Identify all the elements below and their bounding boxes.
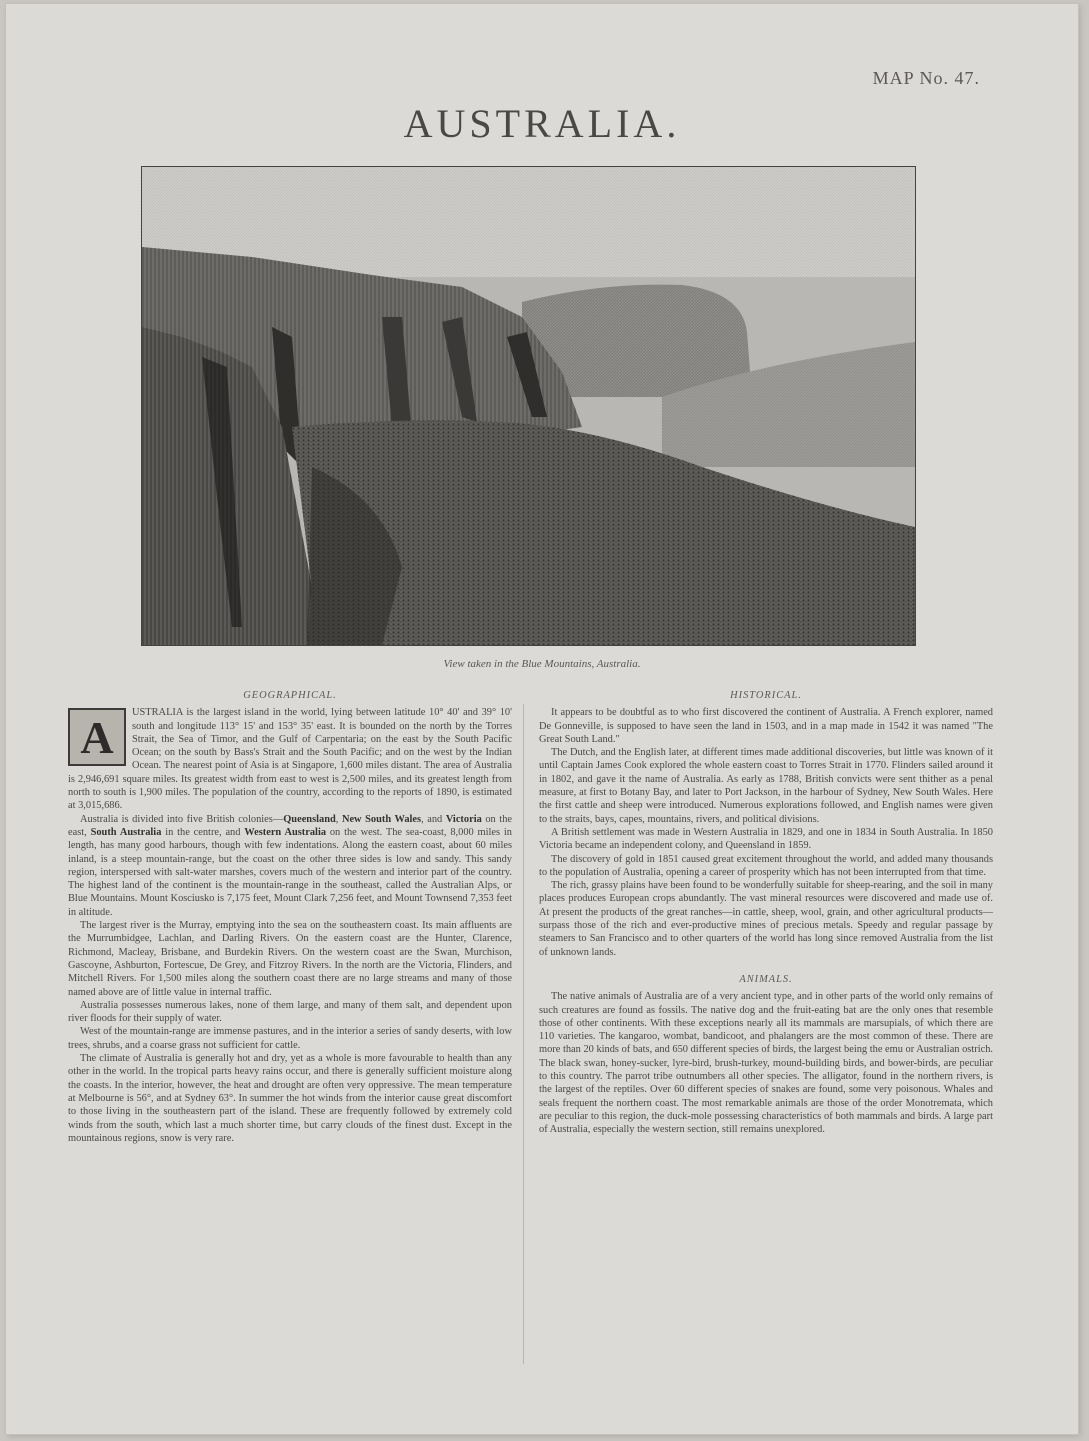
photo-caption: View taken in the Blue Mountains, Australia. [443,658,641,670]
historical-column [539,689,993,1137]
historical-paragraph: A British settlement was made in Western Australia in 1829, and one in 1834 in South Australia. In 1850 Victoria became an independent colony, and Queensland in 1859. [539,826,993,852]
geographical-paragraph: West of the mountain-range are immense pastures, and in the interior a series of sandy deserts, with low trees, shrubs, and a coarse grass not sufficient for cattle. [68,1026,512,1051]
geographical-heading: GEOGRAPHICAL. [243,690,337,701]
animals-heading: ANIMALS. [739,973,793,985]
geographical-column [68,689,512,1145]
historical-paragraph: The discovery of gold in 1851 caused great excitement throughout the world, and added many thousands to the population of Australia, opening a career of prosperity which has not been interrupted from that time. [539,853,993,878]
geographical-paragraph: Australia possesses numerous lakes, none of them large, and many of them salt, and dependent upon river floods for their supply of water. [68,999,512,1025]
page-sheet [6,4,1078,1434]
geographical-paragraph: USTRALIA is the largest island in the world, lying between latitude 10° 40' and 39° 10' south and longitude 113° 15' and 153° 35' east. It is bounded on the north by the Torres Strait, the Sea of Timor, and the Gulf of Carpentaria; on the east by the South Pacific Ocean; on the south by Bass's Strait and the South Pacific; and on the west by the Indian Ocean. The nearest point of Asia is at Singapore, 1,600 miles distant. The area of Australia is 2,946,691 square miles. Its greatest width from east to west is 2,500 miles, and its greatest length from north to south is 1,900 miles. The population of the country, according to the reports of 1890, is estimated at 3,015,686. [68,707,512,812]
animals-paragraph: The native animals of Australia are of a very ancient type, and in other parts of the world only remains of such creatures are found as fossils. The native dog and the fruit-eating bat are the only ones that resemble those of other continents. With these exceptions nearly all its mammals are marsupials, of which there are 110 varieties. The kangaroo, wombat, bandicoot, and phalangers are the most common of these. There are more than 20 kinds of bats, and 650 different species of birds, the largest being the emu or Australian ostrich. The black swan, honey-sucker, lyre-bird, brush-turkey, mound-building birds, and bower-birds, are peculiar to this country. The parrot tribe outnumbers all other species. The alligator, found in the northern rivers, is the largest of the reptiles. Over 60 different species of snakes are found, some very poisonous. Whales and seals frequent the northern coast. The most remarkable animals are those of the order Monotremata, which are peculiar to this region, the duck-mole possessing characteristics of both mammals and birds. A large part of Australia, especially the western section, still remains unexplored. [539,991,993,1136]
historical-heading: HISTORICAL. [730,690,802,701]
historical-paragraph: The Dutch, and the English later, at different times made additional discoveries, but little was known of it until Captain James Cook explored the whole eastern coast to Torres Strait in 1770. Flinders sailed around it in 1802, and gave it the name of Australia. As early as 1788, British convicts were sent thither as a penal measure, at first to Botany Bay, and later to Port Jackson, in the harbour of Sydney, New South Wales. Here the first cattle and sheep were introduced. Numerous explorations followed, and English names were given to the straits, bays, capes, mountains, rivers, and political divisions. [539,747,993,825]
historical-paragraph: The rich, grassy plains have been found to be wonderfully suitable for sheep-rearing, and the soil in many places produces European crops abundantly. The vast mineral resources were discovered and made use of. At present the products of the great ranches—in cattle, sheep, wool, grain, and other agricultural products—surpass those of the rich and ever-productive mines of precious metals. Speedy and regular passage by steamers to San Francisco and to other quarters of the world has long since removed Australia from the list of unknown lands. [539,880,993,958]
column-divider [523,704,524,1364]
page-title: AUSTRALIA. [403,101,681,146]
historical-paragraph: It appears to be doubtful as to who first discovered the continent of Australia. A French explorer, named De Gonneville, is supposed to have seen the land in 1503, and in a map made in 1542 it was named "The Great South Land." [539,707,993,745]
geographical-paragraph: The climate of Australia is generally hot and dry, yet as a whole is more favourable to health than any other in the world. In the tropical parts heavy rains occur, and there is generally sufficient moisture along the coasts. In the interior, however, the heat and drought are often very oppressive. The mean temperature at Melbourne is 56°, and at Sydney 63°. In summer the hot winds from the interior cause great discomfort to those living in the southeastern part of the island. These are frequently followed by extremely cold winds from the south, which last a much shorter time, but carry clouds of the finest dust. Except in the mountainous regions, snow is very rare. [68,1053,512,1144]
ornamental-dropcap: A [68,708,126,766]
geographical-paragraph: Australia is divided into five British colonies—Queensland, New South Wales, and Victoria on the east, South Australia in the centre, and Western Australia on the west. The sea-coast, 8,000 miles in length, has many good harbours, though with few indentations. Along the eastern coast, about 60 miles inland, is a steep mountain-range, but the coast on the other three sides is low and sandy. This sandy region, interspersed with salt-water marshes, covers much of the western and interior part of the country. The highest land of the continent is the mountain-range in the southeast, called the Australian Alps, or Blue Mountains. Mount Kosciusko is 7,175 feet, Mount Clark 7,256 feet, and Mount Townsend 7,353 feet in altitude. [68,813,513,918]
map-number: MAP No. 47. [872,68,980,88]
blue-mountains-engraving [141,166,916,646]
geographical-paragraph: The largest river is the Murray, emptying into the sea on the southeastern coast. Its main affluents are the Murrumbidgee, Lachlan, and Darling Rivers. On the eastern coast are the Hunter, Clarence, Richmond, Macleay, Brisbane, and Burdekin Rivers. On the western coast are the Swan, Murchison, Gascoyne, Ashburton, Fortescue, De Grey, and Fitzroy Rivers. In the north are the Victoria, Flinders, and Mitchell Rivers. For 1,500 miles along the southern coast there are no large streams and many of those named above are of little value in internal traffic. [68,920,512,998]
